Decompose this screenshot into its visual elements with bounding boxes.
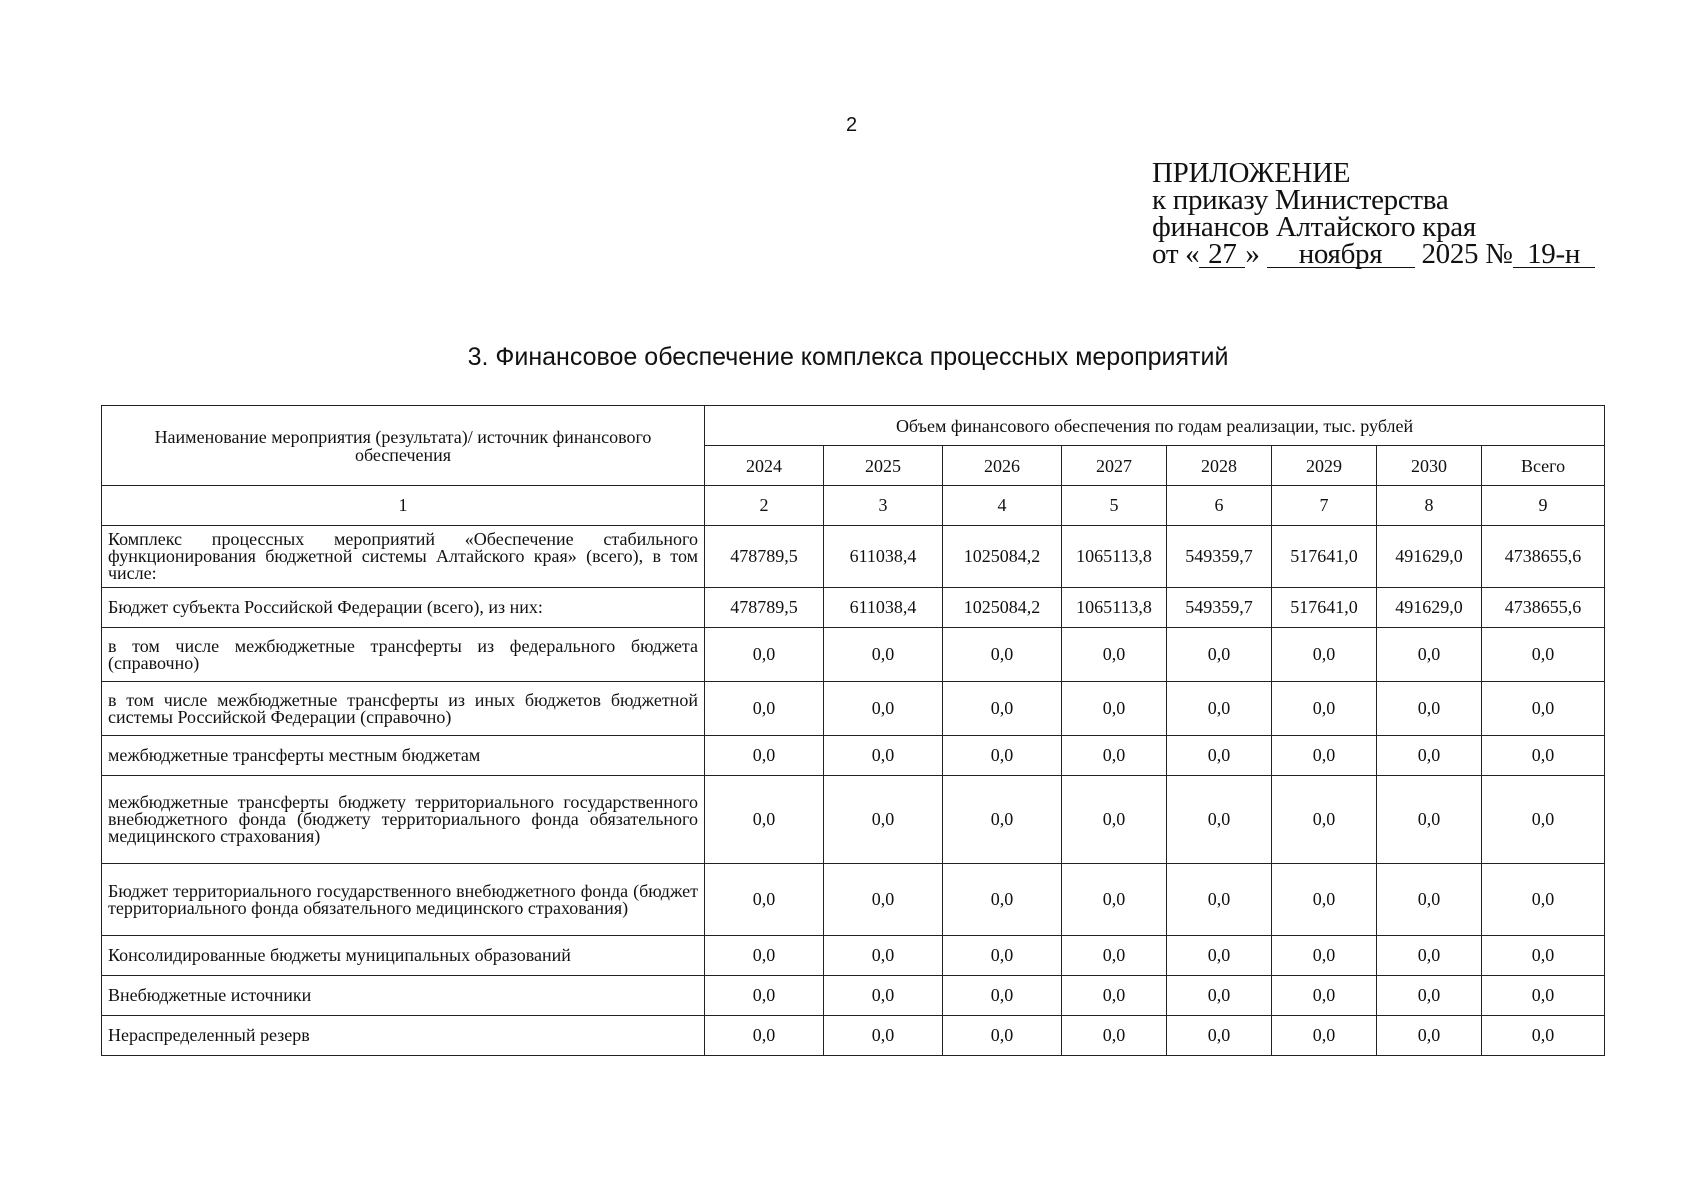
value-cell: 517641,0 xyxy=(1272,526,1377,588)
appendix-day: 27 xyxy=(1199,241,1245,268)
value-cell: 0,0 xyxy=(705,864,824,936)
value-cell: 0,0 xyxy=(1272,976,1377,1016)
value-cell: 0,0 xyxy=(705,1016,824,1056)
value-cell: 0,0 xyxy=(1167,682,1272,736)
table-row xyxy=(102,526,1605,588)
value-cell: 0,0 xyxy=(1482,736,1605,776)
table-row xyxy=(102,736,1605,776)
value-cell: 0,0 xyxy=(943,1016,1062,1056)
value-cell: 0,0 xyxy=(705,682,824,736)
value-cell: 0,0 xyxy=(1167,1016,1272,1056)
row-name-cell: Бюджет субъекта Российской Федерации (всего), из них: xyxy=(102,588,705,628)
section-title: 3. Финансовое обеспечение комплекса процессных мероприятий xyxy=(467,343,1229,371)
value-cell: 0,0 xyxy=(1272,682,1377,736)
column-number-cell: 5 xyxy=(1062,486,1167,526)
value-cell: 0,0 xyxy=(1167,628,1272,682)
value-cell: 0,0 xyxy=(1062,682,1167,736)
value-cell: 0,0 xyxy=(943,628,1062,682)
value-cell: 0,0 xyxy=(1167,976,1272,1016)
header-volume-cell: Объем финансового обеспечения по годам реализации, тыс. рублей xyxy=(705,406,1605,446)
value-cell: 0,0 xyxy=(1482,976,1605,1016)
value-cell: 0,0 xyxy=(1062,736,1167,776)
value-cell: 0,0 xyxy=(1167,864,1272,936)
value-cell: 0,0 xyxy=(1377,628,1482,682)
value-cell: 1065113,8 xyxy=(1062,588,1167,628)
value-cell: 0,0 xyxy=(824,864,943,936)
value-cell: 0,0 xyxy=(1062,1016,1167,1056)
value-cell: 0,0 xyxy=(1272,628,1377,682)
appendix-block xyxy=(1152,157,1595,270)
appendix-month: ноября xyxy=(1267,241,1415,268)
value-cell: 0,0 xyxy=(1272,776,1377,864)
table-row xyxy=(102,864,1605,936)
table-row xyxy=(102,1016,1605,1056)
header-year-cell: 2024 xyxy=(705,446,824,486)
column-number-cell: 7 xyxy=(1272,486,1377,526)
value-cell: 0,0 xyxy=(1062,776,1167,864)
value-cell: 549359,7 xyxy=(1167,588,1272,628)
row-name-cell: Бюджет территориального государственного внебюджетного фонда (бюджет территориального фонда обязательного медицинского страхования) xyxy=(102,864,705,936)
financing-table xyxy=(101,405,1605,1056)
row-name-cell: межбюджетные трансферты местным бюджетам xyxy=(102,736,705,776)
table-body xyxy=(102,526,1605,1056)
value-cell: 0,0 xyxy=(824,776,943,864)
value-cell: 0,0 xyxy=(1062,976,1167,1016)
value-cell: 1025084,2 xyxy=(943,588,1062,628)
value-cell: 0,0 xyxy=(1272,864,1377,936)
appendix-from-prefix: от « xyxy=(1152,238,1200,270)
row-name-cell: в том числе межбюджетные трансферты из федерального бюджета (справочно) xyxy=(102,628,705,682)
value-cell: 0,0 xyxy=(1482,1016,1605,1056)
value-cell: 0,0 xyxy=(1482,628,1605,682)
value-cell: 0,0 xyxy=(1272,1016,1377,1056)
value-cell: 0,0 xyxy=(943,976,1062,1016)
value-cell: 611038,4 xyxy=(824,588,943,628)
value-cell: 0,0 xyxy=(1272,736,1377,776)
value-cell: 491629,0 xyxy=(1377,588,1482,628)
value-cell: 0,0 xyxy=(1377,936,1482,976)
appendix-line-2: финансов Алтайского края xyxy=(1152,211,1476,243)
value-cell: 0,0 xyxy=(1377,1016,1482,1056)
appendix-close-quote: » xyxy=(1245,238,1260,270)
value-cell: 0,0 xyxy=(1377,976,1482,1016)
value-cell: 4738655,6 xyxy=(1482,588,1605,628)
value-cell: 491629,0 xyxy=(1377,526,1482,588)
header-year-cell: 2026 xyxy=(943,446,1062,486)
value-cell: 0,0 xyxy=(1272,936,1377,976)
value-cell: 517641,0 xyxy=(1272,588,1377,628)
value-cell: 0,0 xyxy=(1482,682,1605,736)
table-row xyxy=(102,628,1605,682)
value-cell: 0,0 xyxy=(943,864,1062,936)
value-cell: 0,0 xyxy=(705,936,824,976)
value-cell: 4738655,6 xyxy=(1482,526,1605,588)
page-number: 2 xyxy=(846,114,858,136)
row-name-cell: Комплекс процессных мероприятий «Обеспечение стабильного функционирования бюджетной системы Алтайского края» (всего), в том числе: xyxy=(102,526,705,588)
header-name-cell: Наименование мероприятия (результата)/ источник финансового обеспечения xyxy=(102,406,705,486)
value-cell: 0,0 xyxy=(824,682,943,736)
header-year-cell: 2025 xyxy=(824,446,943,486)
header-year-cell: 2027 xyxy=(1062,446,1167,486)
value-cell: 0,0 xyxy=(824,736,943,776)
value-cell: 0,0 xyxy=(705,736,824,776)
value-cell: 0,0 xyxy=(1377,682,1482,736)
table-row xyxy=(102,682,1605,736)
column-number-cell: 1 xyxy=(102,486,705,526)
table-row xyxy=(102,588,1605,628)
row-name-cell: Нераспределенный резерв xyxy=(102,1016,705,1056)
value-cell: 0,0 xyxy=(824,628,943,682)
value-cell: 0,0 xyxy=(705,628,824,682)
value-cell: 0,0 xyxy=(824,936,943,976)
header-year-cell: 2030 xyxy=(1377,446,1482,486)
value-cell: 0,0 xyxy=(824,1016,943,1056)
column-number-cell: 9 xyxy=(1482,486,1605,526)
value-cell: 0,0 xyxy=(943,682,1062,736)
value-cell: 549359,7 xyxy=(1167,526,1272,588)
value-cell: 0,0 xyxy=(943,776,1062,864)
value-cell: 0,0 xyxy=(705,776,824,864)
value-cell: 0,0 xyxy=(1482,776,1605,864)
row-name-cell: межбюджетные трансферты бюджету территориального государственного внебюджетного фонда (бюджету территориального фонда обязательного медицинского страхования) xyxy=(102,776,705,864)
header-year-cell: 2029 xyxy=(1272,446,1377,486)
value-cell: 478789,5 xyxy=(705,526,824,588)
value-cell: 0,0 xyxy=(1167,936,1272,976)
value-cell: 0,0 xyxy=(1482,864,1605,936)
value-cell: 0,0 xyxy=(1062,628,1167,682)
value-cell: 0,0 xyxy=(1062,936,1167,976)
value-cell: 0,0 xyxy=(1377,736,1482,776)
value-cell: 0,0 xyxy=(1062,864,1167,936)
column-number-cell: 4 xyxy=(943,486,1062,526)
value-cell: 0,0 xyxy=(943,736,1062,776)
row-name-cell: в том числе межбюджетные трансферты из иных бюджетов бюджетной системы Российской Федерации (справочно) xyxy=(102,682,705,736)
value-cell: 0,0 xyxy=(1377,864,1482,936)
value-cell: 0,0 xyxy=(824,976,943,1016)
value-cell: 0,0 xyxy=(1377,776,1482,864)
column-numbers-row xyxy=(102,486,1605,526)
table-row xyxy=(102,776,1605,864)
column-number-cell: 3 xyxy=(824,486,943,526)
value-cell: 0,0 xyxy=(943,936,1062,976)
value-cell: 0,0 xyxy=(1482,936,1605,976)
row-name-cell: Внебюджетные источники xyxy=(102,976,705,1016)
value-cell: 0,0 xyxy=(1167,736,1272,776)
appendix-title: ПРИЛОЖЕНИЕ xyxy=(1152,157,1351,189)
appendix-date-line xyxy=(1152,238,1595,270)
header-year-cell: 2028 xyxy=(1167,446,1272,486)
value-cell: 478789,5 xyxy=(705,588,824,628)
value-cell: 1065113,8 xyxy=(1062,526,1167,588)
header-year-cell: Всего xyxy=(1482,446,1605,486)
column-number-cell: 6 xyxy=(1167,486,1272,526)
value-cell: 1025084,2 xyxy=(943,526,1062,588)
appendix-year-number-label: 2025 № xyxy=(1421,238,1513,270)
appendix-line-1: к приказу Министерства xyxy=(1152,184,1449,216)
column-number-cell: 8 xyxy=(1377,486,1482,526)
table-row xyxy=(102,936,1605,976)
row-name-cell: Консолидированные бюджеты муниципальных образований xyxy=(102,936,705,976)
value-cell: 611038,4 xyxy=(824,526,943,588)
table-row xyxy=(102,976,1605,1016)
value-cell: 0,0 xyxy=(705,976,824,1016)
value-cell: 0,0 xyxy=(1167,776,1272,864)
appendix-order-number: 19-н xyxy=(1513,241,1595,268)
column-number-cell: 2 xyxy=(705,486,824,526)
